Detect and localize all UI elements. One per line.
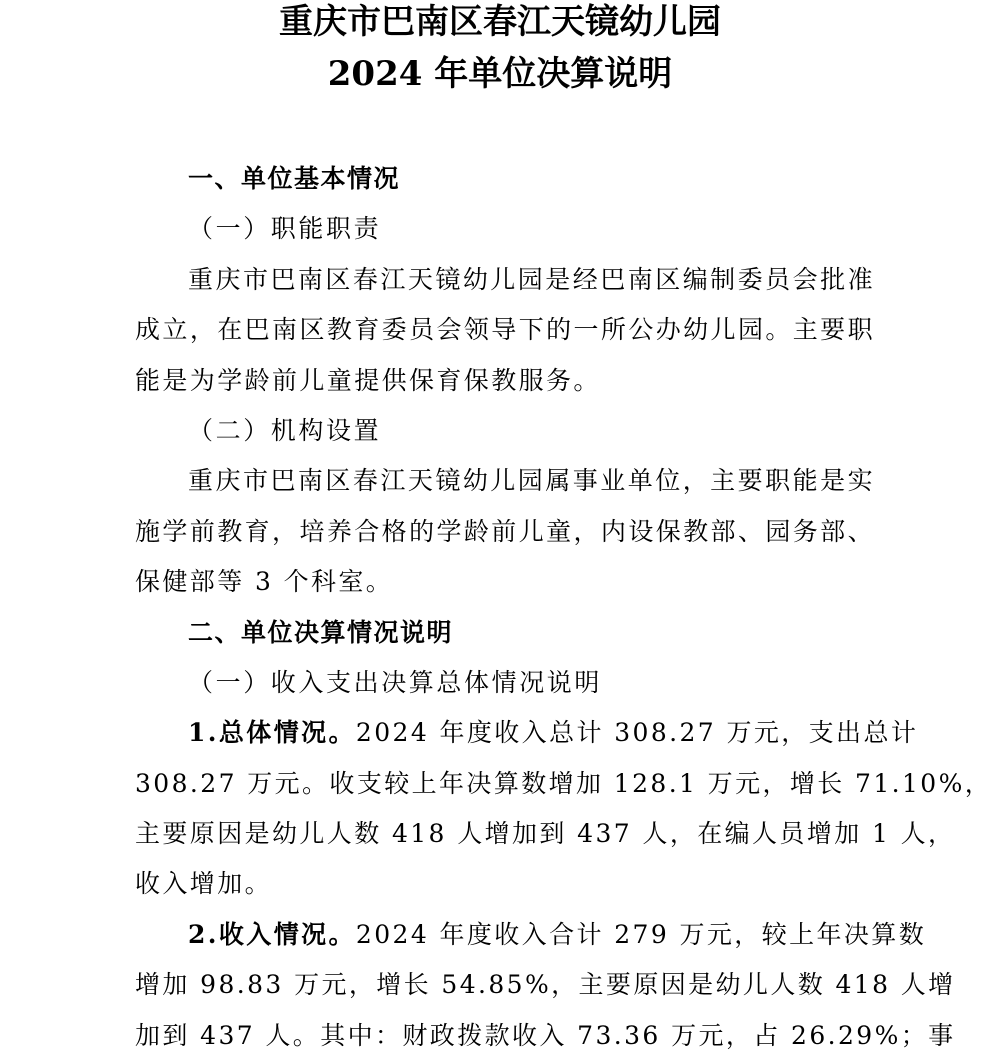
paragraph-line: 重庆市巴南区春江天镜幼儿园是经巴南区编制委员会批准: [188, 264, 875, 294]
section-2-heading: 二、单位决算情况说明: [188, 617, 454, 647]
paragraph-line: 主要原因是幼儿人数 418 人增加到 437 人，在编人员增加 1 人，: [135, 819, 956, 849]
paragraph-line: 收入增加。: [135, 869, 273, 899]
paragraph-line: 加到 437 人。其中：财政拨款收入 73.36 万元，占 26.29%；事: [135, 1020, 956, 1050]
section-1-heading: 一、单位基本情况: [188, 164, 401, 193]
paragraph-line: 能是为学龄前儿童提供保育保教服务。: [135, 365, 601, 395]
paragraph-line: [135, 910, 927, 960]
paragraph-text: 2024 年度收入合计 279 万元，较上年决算数: [355, 919, 927, 949]
section-1-1-heading: （一）职能职责: [188, 214, 382, 244]
paragraph-line: 成立，在巴南区教育委员会领导下的一所公办幼儿园。主要职: [135, 315, 875, 345]
paragraph-line: 增加 98.83 万元，增长 54.85%，主要原因是幼儿人数 418 人增: [135, 970, 956, 1000]
document-body: [135, 154, 993, 1061]
document-title-line2: 2024 年单位决算说明: [327, 54, 673, 94]
paragraph-line: 308.27 万元。收支较上年决算数增加 128.1 万元，增长 71.10%，: [135, 768, 993, 798]
paragraph-line: 保健部等 3 个科室。: [135, 567, 394, 597]
paragraph-line: [135, 708, 919, 758]
section-1-2-heading: （二）机构设置: [188, 415, 382, 445]
paragraph-text: 2024 年度收入总计 308.27 万元，支出总计: [355, 718, 919, 748]
document-title-line1: 重庆市巴南区春江天镜幼儿园: [279, 2, 721, 42]
paragraph-lead: 1.总体情况。: [188, 718, 356, 748]
section-2-1-heading: （一）收入支出决算总体情况说明: [188, 667, 603, 697]
paragraph-lead: 2.收入情况。: [188, 919, 356, 949]
paragraph-line: 施学前教育，培养合格的学龄前儿童，内设保教部、园务部、: [135, 516, 875, 546]
paragraph-line: 重庆市巴南区春江天镜幼儿园属事业单位，主要职能是实: [188, 466, 875, 496]
